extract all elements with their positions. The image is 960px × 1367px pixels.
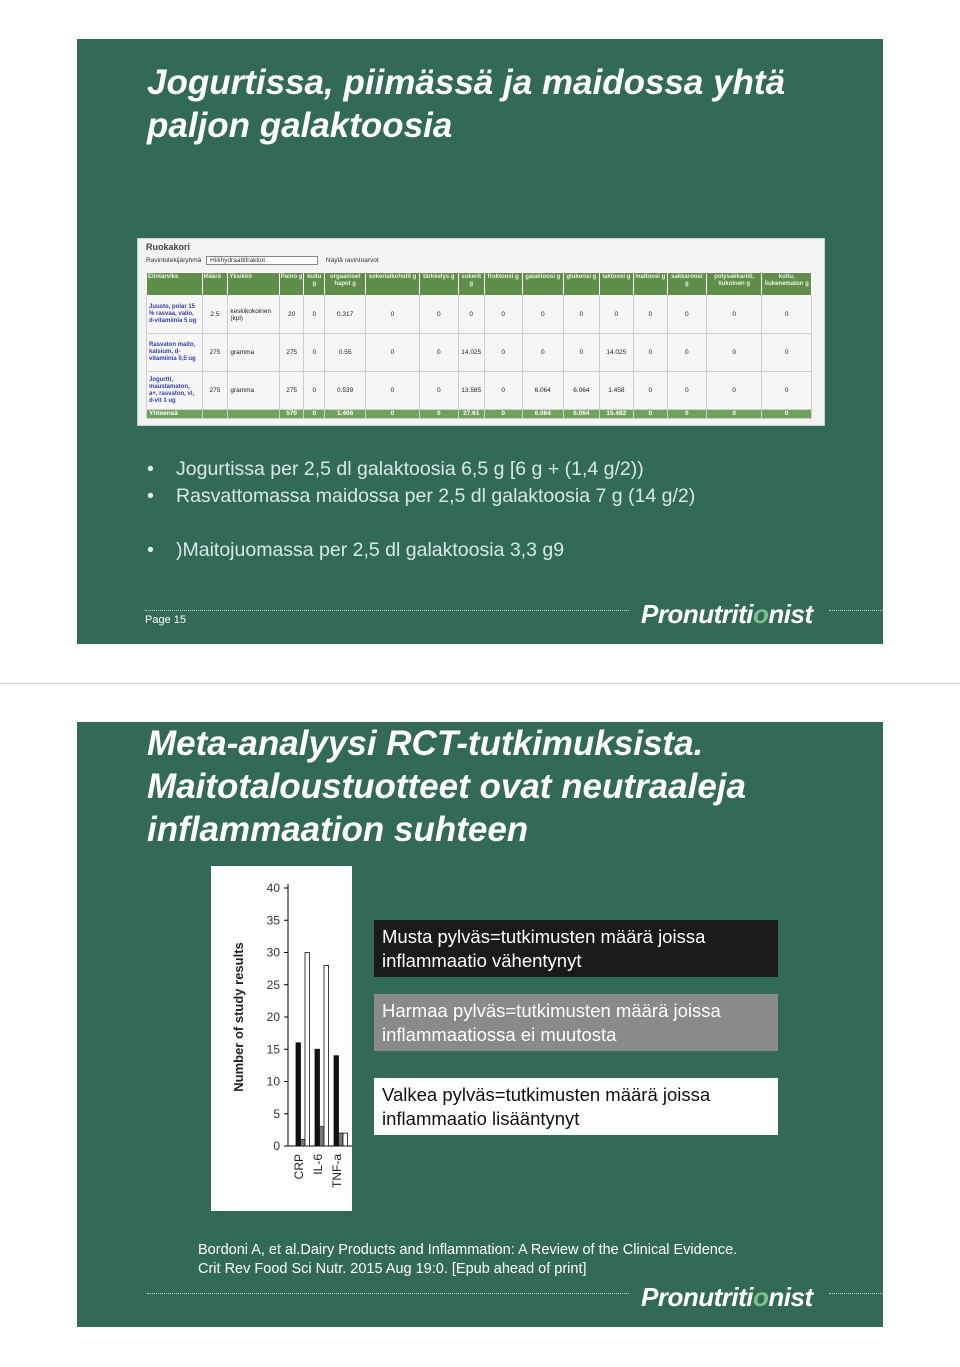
column-header: kuitu g [304, 273, 325, 296]
bullet-item: • Jogurtissa per 2,5 dl galaktoosia 6,5 g [6 g + (1,4 g/2)) [147, 456, 695, 483]
total-cell: 0 [366, 410, 420, 419]
total-cell: 0 [706, 410, 762, 419]
bar [301, 1140, 306, 1146]
column-header: fruktoosi g [484, 273, 522, 296]
total-cell: 0 [762, 410, 812, 419]
table-cell: 0 [484, 296, 522, 334]
total-cell: 570 [279, 410, 304, 419]
footer-divider [147, 1293, 629, 1294]
y-tick-label: 40 [266, 881, 280, 895]
total-cell [228, 410, 279, 419]
table-cell: 0 [366, 296, 420, 334]
column-header: kuitu, liukenematon g [762, 273, 812, 296]
selector-label: Ravintotekijäryhmä [146, 257, 202, 264]
table-cell: 0 [762, 334, 812, 372]
column-header: sakkaroosi g [667, 273, 706, 296]
y-tick-label: 0 [273, 1139, 280, 1153]
table-heading: Ruokakori [146, 242, 191, 252]
slide-1-title: Jogurtissa, piimässä ja maidossa yhtä paljon galaktoosia [147, 63, 786, 145]
table-cell: 14.025 [458, 334, 484, 372]
table-cell: 14.025 [599, 334, 633, 372]
y-axis-label: Number of study results [231, 942, 246, 1092]
table-cell: 0 [706, 334, 762, 372]
bar [343, 1133, 348, 1146]
page-separator [0, 683, 960, 684]
table-cell: 0 [667, 372, 706, 410]
y-tick-label: 20 [266, 1010, 280, 1024]
slide-2-title: Meta-analyysi RCT-tutkimuksista. Maitotaloustuotteet ovat neutraaleja inflammaation suhteen [147, 724, 746, 849]
column-header: orgaaniset hapot g [325, 273, 366, 296]
total-cell: 15.482 [599, 410, 633, 419]
column-header: tärkkelys g [419, 273, 458, 296]
bar [324, 965, 329, 1146]
table-cell: 275 [279, 334, 304, 372]
bullet-item: • )Maitojuomassa per 2,5 dl galaktoosia 3,3 g9 [147, 537, 695, 564]
column-header: sokerialkoholit g [366, 273, 420, 296]
total-cell: 0 [667, 410, 706, 419]
table-cell: gramma [228, 334, 279, 372]
bar [320, 1127, 325, 1146]
bar [296, 1043, 301, 1146]
total-cell: 1.406 [325, 410, 366, 419]
table-cell: 0 [706, 372, 762, 410]
table-cell: 0 [667, 296, 706, 334]
table-cell: 0 [563, 334, 599, 372]
table-cell: 0 [633, 296, 667, 334]
table-cell: 0 [706, 296, 762, 334]
table-cell: 275 [202, 372, 228, 410]
table-cell: 0 [419, 296, 458, 334]
nutrient-table [146, 272, 812, 419]
reference-line: Bordoni A, et al.Dairy Products and Inflammation: A Review of the Clinical Evidence. [198, 1242, 738, 1258]
y-tick-label: 5 [273, 1106, 280, 1121]
y-tick-label: 35 [266, 913, 280, 928]
table-cell: 0 [304, 296, 325, 334]
column-header: Yksikkö [228, 273, 279, 296]
table-cell: 0 [304, 334, 325, 372]
table-cell: 0 [522, 296, 563, 334]
table-cell: 13.585 [458, 372, 484, 410]
table-cell: 0 [366, 372, 420, 410]
bullet-list [147, 456, 695, 564]
footer-divider [145, 610, 629, 611]
column-header: Elintarvike [147, 273, 203, 296]
x-tick-label: CRP [292, 1154, 306, 1180]
total-cell: 6.064 [522, 410, 563, 419]
column-header: galaktoosi g [522, 273, 563, 296]
bar-chart [211, 866, 352, 1211]
bar [315, 1049, 320, 1146]
table-cell: 0.317 [325, 296, 366, 334]
table-cell: 0 [563, 296, 599, 334]
table-cell: keskikokoinen (kpl) [228, 296, 279, 334]
total-cell: 27.61 [458, 410, 484, 419]
reference-citation [198, 1241, 737, 1279]
legend-white-bar: Valkea pylväs=tutkimusten määrä joissa inflammaatio lisääntynyt [374, 1078, 778, 1135]
slide-2 [77, 722, 883, 1327]
column-header: polysakkaridi, liukoinen g [706, 273, 762, 296]
table-row [147, 372, 812, 410]
table-cell: 2.5 [202, 296, 228, 334]
nutrient-group-selector [146, 256, 379, 265]
column-header: laktoosi g [599, 273, 633, 296]
table-cell: 6.064 [522, 372, 563, 410]
pronutritionist-logo: Pronutritionist [641, 599, 813, 629]
table-cell: 275 [279, 372, 304, 410]
x-tick-label: IL-6 [311, 1154, 325, 1175]
selector-dropdown: Hiilihydraattifraktiot [206, 256, 318, 265]
table-cell: 0 [419, 372, 458, 410]
y-tick-label: 10 [266, 1074, 280, 1089]
table-cell: 275 [202, 334, 228, 372]
y-tick-label: 15 [266, 1042, 280, 1057]
column-header: glukoosi g [563, 273, 599, 296]
table-cell: 0.55 [325, 334, 366, 372]
x-tick-label: TNF-a [330, 1154, 344, 1188]
total-cell: 0 [484, 410, 522, 419]
study-results-chart [211, 866, 352, 1211]
bullet-item: • Rasvattomassa maidossa per 2,5 dl galaktoosia 7 g (14 g/2) [147, 483, 695, 510]
bar [339, 1133, 344, 1146]
table-cell: 0 [762, 296, 812, 334]
table-cell: 0 [304, 372, 325, 410]
reference-line: Crit Rev Food Sci Nutr. 2015 Aug 19:0. [Epub ahead of print] [198, 1261, 587, 1277]
table-cell: 0 [419, 334, 458, 372]
total-cell: Yhteensä [147, 410, 203, 419]
y-tick-label: 30 [266, 945, 280, 960]
table-cell: gramma [228, 372, 279, 410]
table-cell: 20 [279, 296, 304, 334]
column-header: sokerit g [458, 273, 484, 296]
total-row [147, 410, 812, 419]
column-header: Määrä [202, 273, 228, 296]
column-header: maltoosi g [633, 273, 667, 296]
table-cell: 1.458 [599, 372, 633, 410]
table-cell: 0 [484, 334, 522, 372]
pronutritionist-logo: Pronutritionist [641, 1282, 813, 1312]
footer-divider [829, 1293, 883, 1294]
slide-1 [77, 39, 883, 644]
total-cell: 6.064 [563, 410, 599, 419]
y-tick-label: 25 [266, 977, 280, 992]
table-cell: Jogurtti, maustamaton, a+, rasvaton, vl, d-vit 1 ug [147, 372, 203, 410]
bar [305, 953, 310, 1147]
table-cell: Juusto, polar 15 % rasvaa, valio, d-vitamiinia 5 ug [147, 296, 203, 334]
table-cell: 0 [633, 372, 667, 410]
table-cell: 0 [599, 296, 633, 334]
total-cell: 0 [633, 410, 667, 419]
bar [334, 1056, 339, 1146]
table-row [147, 334, 812, 372]
table-cell: 0 [633, 334, 667, 372]
table-cell: 0 [484, 372, 522, 410]
table-cell: 6.064 [563, 372, 599, 410]
legend-black-bar: Musta pylväs=tutkimusten määrä joissa inflammaatio vähentynyt [374, 920, 778, 977]
table-row [147, 296, 812, 334]
table-cell: 0 [762, 372, 812, 410]
total-cell: 0 [304, 410, 325, 419]
table-cell: 0 [458, 296, 484, 334]
table-cell: 0.539 [325, 372, 366, 410]
table-cell: 0 [366, 334, 420, 372]
table-cell: 0 [667, 334, 706, 372]
footer-divider [829, 610, 883, 611]
column-header: Paino g [279, 273, 304, 296]
legend-grey-bar: Harmaa pylväs=tutkimusten määrä joissa inflammaatiossa ei muutosta [374, 994, 778, 1051]
table-cell: 0 [522, 334, 563, 372]
total-cell: 0 [419, 410, 458, 419]
page-number: Page 15 [145, 614, 186, 626]
nutrition-table-screenshot [137, 238, 825, 426]
total-cell [202, 410, 228, 419]
table-cell: Rasvaton maito, kalsium, d-vitamiinia 0,5 ug [147, 334, 203, 372]
show-values-button: Näytä ravintoarvot [325, 257, 379, 264]
